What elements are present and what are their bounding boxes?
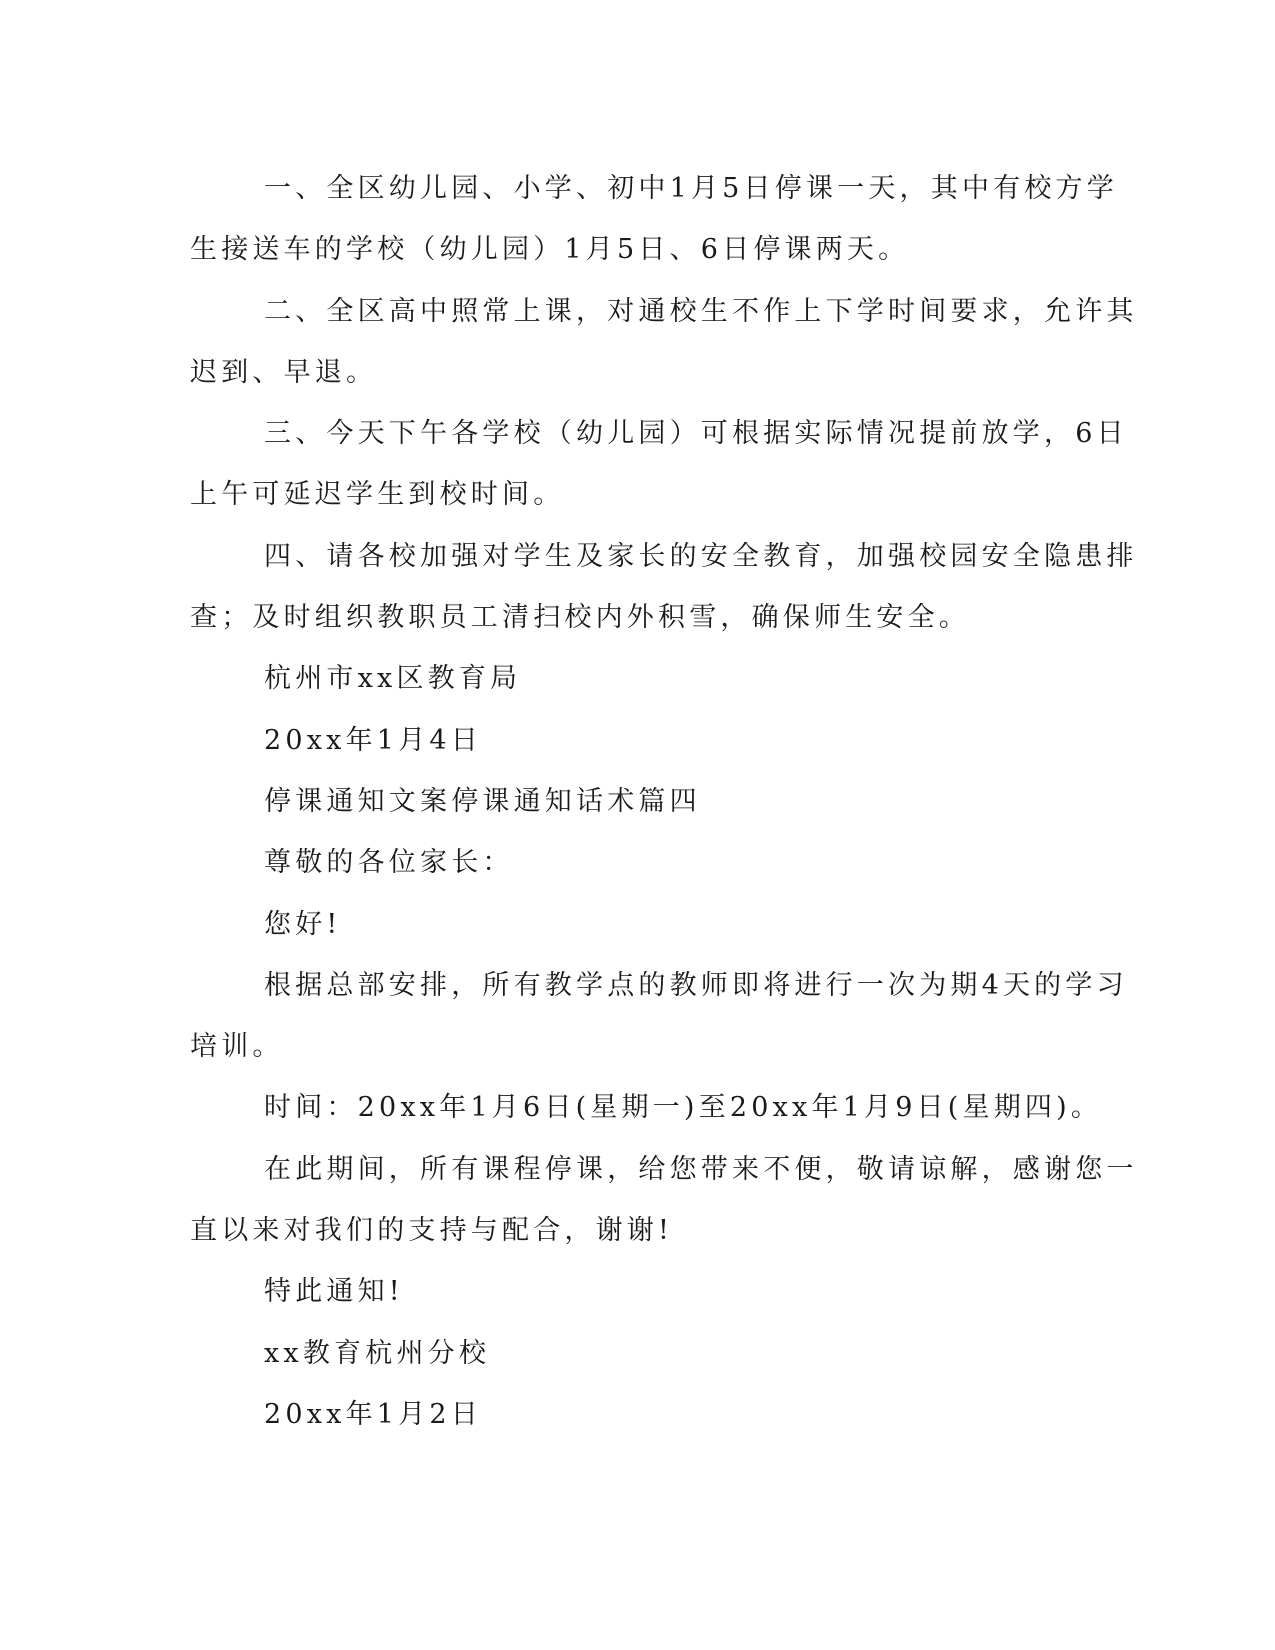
- paragraph-1-line-1: 一、全区幼儿园、小学、初中1月5日停课一天，其中有校方学: [264, 173, 1118, 204]
- paragraph-1-line-2: 生接送车的学校（幼儿园）1月5日、6日停课两天。: [190, 234, 910, 266]
- section-heading: 停课通知文案停课通知话术篇四: [264, 785, 701, 817]
- notice-signature-date: 20xx年1月2日: [264, 1398, 482, 1430]
- notice-end-phrase: 特此通知!: [264, 1276, 404, 1308]
- notice-signature-organization: xx教育杭州分校: [264, 1337, 491, 1369]
- signature-date: 20xx年1月4日: [264, 724, 482, 756]
- paragraph-4-line-2: 查；及时组织教职员工清扫校内外积雪，确保师生安全。: [190, 602, 970, 634]
- notice-paragraph-line-1: 根据总部安排，所有教学点的教师即将进行一次为期4天的学习: [264, 969, 1128, 1001]
- paragraph-2-line-2: 迟到、早退。: [190, 356, 378, 388]
- paragraph-3-line-1: 三、今天下午各学校（幼儿园）可根据实际情况提前放学，6日: [264, 418, 1128, 450]
- salutation: 尊敬的各位家长：: [264, 847, 514, 879]
- notice-closing-line-1: 在此期间，所有课程停课，给您带来不便，敬请谅解，感谢您一: [264, 1153, 1138, 1185]
- notice-time: 时间：20xx年1月6日(星期一)至20xx年1月9日(星期四)。: [264, 1092, 1103, 1124]
- notice-closing-line-2: 直以来对我们的支持与配合，谢谢!: [190, 1215, 674, 1247]
- greeting: 您好!: [264, 908, 342, 940]
- signature-organization: 杭州市xx区教育局: [264, 663, 522, 695]
- paragraph-4-line-1: 四、请各校加强对学生及家长的安全教育，加强校园安全隐患排: [264, 540, 1138, 572]
- paragraph-3-line-2: 上午可延迟学生到校时间。: [190, 479, 565, 511]
- notice-paragraph-line-2: 培训。: [190, 1031, 284, 1063]
- document-body: [190, 158, 1138, 1445]
- paragraph-2-line-1: 二、全区高中照常上课，对通校生不作上下学时间要求，允许其: [264, 295, 1138, 327]
